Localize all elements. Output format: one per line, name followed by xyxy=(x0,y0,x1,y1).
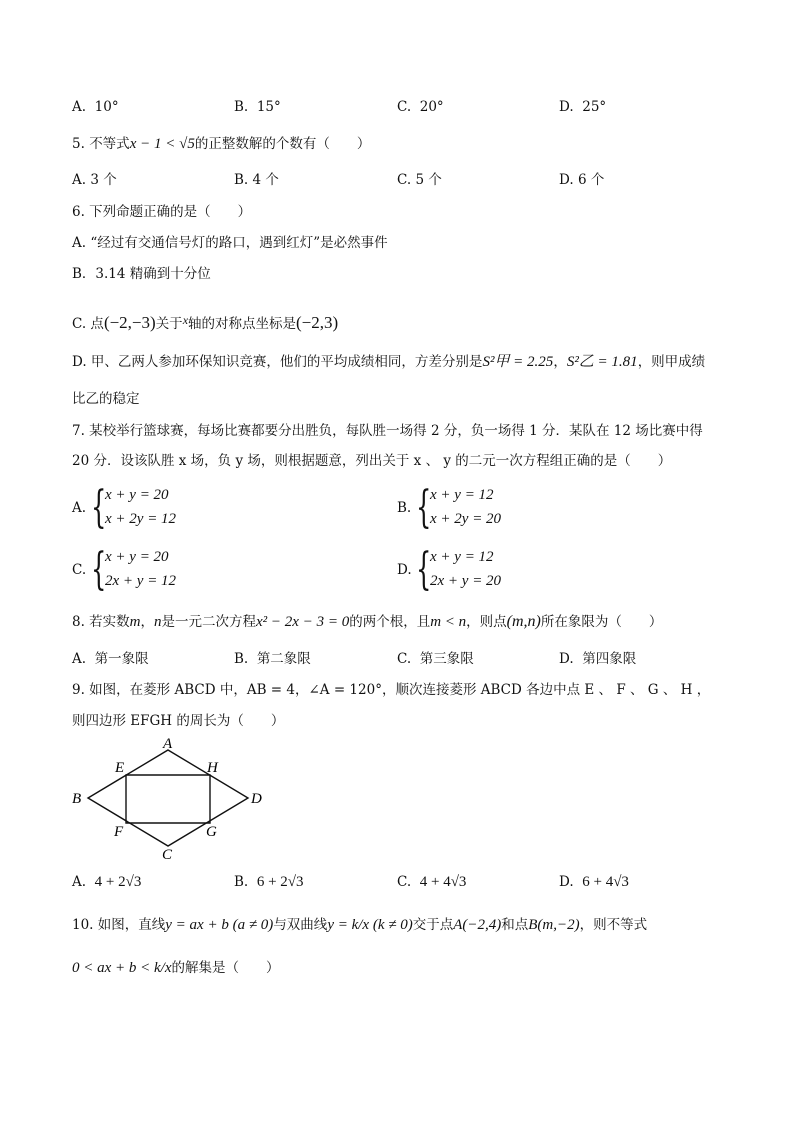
q10-stem-line2 xyxy=(72,958,280,978)
q8-option-c-text: 第三象限 xyxy=(419,651,474,667)
q5-option-d xyxy=(559,170,604,190)
q8-option-a-label: A. xyxy=(72,651,87,667)
q6-option-d-continued: 比乙的稳定 xyxy=(72,391,140,407)
label-g: G xyxy=(206,824,217,840)
q7-option-d-eq1: x + y = 12 xyxy=(430,549,494,565)
q10-stem-a: 10. 如图，直线 xyxy=(72,917,166,933)
q6-option-d-a: D. 甲、乙两人参加环保知识竞赛，他们的平均成绩相同，方差分别是 xyxy=(72,354,483,370)
q5-option-d-label: D. xyxy=(559,172,574,188)
q7-stem-line1: 7. 某校举行篮球赛，每场比赛都要分出胜负，每队胜一场得 2 分，负一场得 1 分．某队在 12 场比赛中得 xyxy=(72,423,703,439)
q8-option-c-label: C. xyxy=(397,651,412,667)
q7-option-b-eq2: x + 2y = 20 xyxy=(430,511,502,527)
q5-option-c-text: 5 个 xyxy=(415,172,442,188)
q10-inequality: 0 < ax + b < k/x xyxy=(72,960,172,976)
q4-option-b-text: 15° xyxy=(256,99,281,115)
q9-option-c-text: 4 + 4√3 xyxy=(419,874,467,890)
q8-option-d xyxy=(559,649,636,669)
q6-option-d: D. 甲、乙两人参加环保知识竞赛，他们的平均成绩相同，方差分别是S²甲 = 2.25，S²乙 = 1.81，则甲成绩 xyxy=(72,354,706,370)
q9-stem-line1: 9. 如图，在菱形 ABCD 中，AB = 4，∠A = 120°，顺次连接菱形 ABCD 各边中点 E 、 F 、 G 、 H ， xyxy=(72,682,711,698)
q5-option-d-text: 6 个 xyxy=(577,172,605,188)
q10-stem-f: 的解集是（ ） xyxy=(171,960,280,976)
q8-condition: m < n xyxy=(430,614,467,630)
q7-option-a-eq1: x + y = 20 xyxy=(105,487,169,503)
q8-stem-b: 是一元二次方程 xyxy=(161,614,257,630)
q8-option-a xyxy=(72,649,149,669)
q4-option-a-label: A. xyxy=(72,99,87,115)
label-e: E xyxy=(115,760,125,776)
label-a: A xyxy=(163,736,173,752)
q4-option-b xyxy=(234,97,281,117)
q9-rhombus-figure xyxy=(60,735,280,865)
label-d: D xyxy=(251,791,262,807)
q7-option-d-label: D. xyxy=(397,562,412,578)
q8-option-b xyxy=(234,649,311,669)
q4-option-a xyxy=(72,97,119,117)
q6-option-c-b: 关于 xyxy=(155,316,183,332)
q5-option-b-label: B. xyxy=(234,172,249,188)
q5-option-a xyxy=(72,170,117,190)
q4-option-d-text: 25° xyxy=(582,99,607,115)
q7-option-a-eq2: x + 2y = 12 xyxy=(105,511,177,527)
q7-option-c-label: C. xyxy=(72,562,87,578)
q8-option-b-text: 第二象限 xyxy=(256,651,311,667)
q8-option-a-text: 第一象限 xyxy=(94,651,149,667)
q6-option-d-variance-jia: S²甲 = 2.25 xyxy=(482,354,554,370)
q9-option-d-text: 6 + 4√3 xyxy=(582,874,629,890)
q7-option-d-eq2: 2x + y = 20 xyxy=(430,573,502,589)
q5-option-c xyxy=(397,170,442,190)
q8-stem-c: 的两个根，且 xyxy=(349,614,431,630)
q9-option-d-label: D. xyxy=(559,874,574,890)
q4-option-b-label: B. xyxy=(234,99,249,115)
q10-stem-e: ，则不等式 xyxy=(579,917,648,933)
q10-stem-b: 与双曲线 xyxy=(273,917,328,933)
q8-option-b-label: B. xyxy=(234,651,249,667)
q9-option-c-label: C. xyxy=(397,874,412,890)
q8-equation: x² − 2x − 3 = 0 xyxy=(256,614,350,630)
q7-option-d-brace: { xyxy=(416,544,432,595)
q6-option-c-a: C. 点 xyxy=(72,316,104,332)
label-f: F xyxy=(114,824,124,840)
q5-option-b-text: 4 个 xyxy=(252,172,279,188)
q4-option-d xyxy=(559,97,606,117)
q10-point-a: A(−2,4) xyxy=(453,917,502,933)
q10-stem-d: 和点 xyxy=(501,917,529,933)
q8-var-n: n xyxy=(154,614,162,630)
q8-stem-a: 8. 若实数 xyxy=(72,614,130,630)
q5-option-c-label: C. xyxy=(397,172,412,188)
q8-stem-d: ，则点 xyxy=(466,614,507,630)
q6-option-c-point1: (−2,−3) xyxy=(103,313,156,332)
q6-option-c-c: 轴的对称点坐标是 xyxy=(188,316,297,332)
q7-option-b-label: B. xyxy=(397,500,412,516)
rhombus-abcd xyxy=(88,750,248,846)
q7-option-c-brace: { xyxy=(91,544,107,595)
q7-option-b-brace: { xyxy=(416,482,432,533)
q6-option-a: A. “经过有交通信号灯的路口，遇到红灯”是必然事件 xyxy=(72,235,388,251)
q10-point-b: B(m,−2) xyxy=(528,917,580,933)
q10-stem-c: 交于点 xyxy=(412,917,454,933)
q7-option-a-brace: { xyxy=(91,482,107,533)
q9-option-b xyxy=(234,872,304,892)
q10-hyperbola-equation: y = k/x (k ≠ 0) xyxy=(327,917,413,933)
q6-stem: 6. 下列命题正确的是（ ） xyxy=(72,204,252,220)
q9-option-a-label: A. xyxy=(72,874,87,890)
q8-stem xyxy=(72,612,662,632)
q4-option-d-label: D. xyxy=(559,99,574,115)
q6-option-c-point2: (−2,3) xyxy=(296,313,339,332)
q5-stem xyxy=(72,134,370,154)
q6-option-c-x: x xyxy=(182,313,189,327)
label-b: B xyxy=(72,791,82,807)
label-c: C xyxy=(162,847,173,863)
q5-option-a-label: A. xyxy=(72,172,87,188)
q9-option-b-text: 6 + 2√3 xyxy=(256,874,304,890)
rectangle-efgh xyxy=(126,775,210,823)
q5-option-a-text: 3 个 xyxy=(90,172,117,188)
q4-option-c-text: 20° xyxy=(419,99,444,115)
q5-number: 5. xyxy=(72,136,85,152)
q8-var-m: m xyxy=(129,614,141,630)
q7-option-c-eq1: x + y = 20 xyxy=(105,549,169,565)
label-h: H xyxy=(207,760,218,776)
q8-option-c xyxy=(397,649,474,669)
q9-option-c xyxy=(397,872,466,892)
q4-option-a-text: 10° xyxy=(94,99,119,115)
q7-option-a-label: A. xyxy=(72,500,87,516)
q4-option-c-label: C. xyxy=(397,99,412,115)
q8-option-d-text: 第四象限 xyxy=(582,651,637,667)
q5-option-b xyxy=(234,170,279,190)
q4-option-c xyxy=(397,97,444,117)
q7-stem-line2: 20 分．设该队胜 x 场，负 y 场，则根据题意，列出关于 x 、 y 的二元一次方程组正确的是（ ） xyxy=(72,453,672,469)
q9-option-d xyxy=(559,872,629,892)
q6-option-d-b: ，则甲成绩 xyxy=(637,354,706,370)
q5-expression: x − 1 < √5 xyxy=(129,136,195,152)
q5-stem-a: 不等式 xyxy=(89,136,130,152)
q9-stem-line2: 则四边形 EFGH 的周长为（ ） xyxy=(72,713,285,729)
q10-stem-line1 xyxy=(72,915,647,935)
q8-stem-e: 所在象限为（ ） xyxy=(540,614,663,630)
q7-option-c-eq2: 2x + y = 12 xyxy=(105,573,177,589)
q9-option-a xyxy=(72,872,141,892)
q8-sep: ， xyxy=(140,614,155,630)
q8-point: (m,n) xyxy=(506,613,541,630)
q10-line-equation: y = ax + b (a ≠ 0) xyxy=(165,917,274,933)
q9-option-b-label: B. xyxy=(234,874,249,890)
q6-option-d-variance-yi: S²乙 = 1.81 xyxy=(566,354,638,370)
q9-option-a-text: 4 + 2√3 xyxy=(94,874,142,890)
q8-option-d-label: D. xyxy=(559,651,574,667)
q5-stem-b: 的正整数解的个数有（ ） xyxy=(194,136,371,152)
q6-option-c xyxy=(72,310,338,334)
q7-option-b-eq1: x + y = 12 xyxy=(430,487,494,503)
q6-option-b: B．3.14 精确到十分位 xyxy=(72,266,211,282)
